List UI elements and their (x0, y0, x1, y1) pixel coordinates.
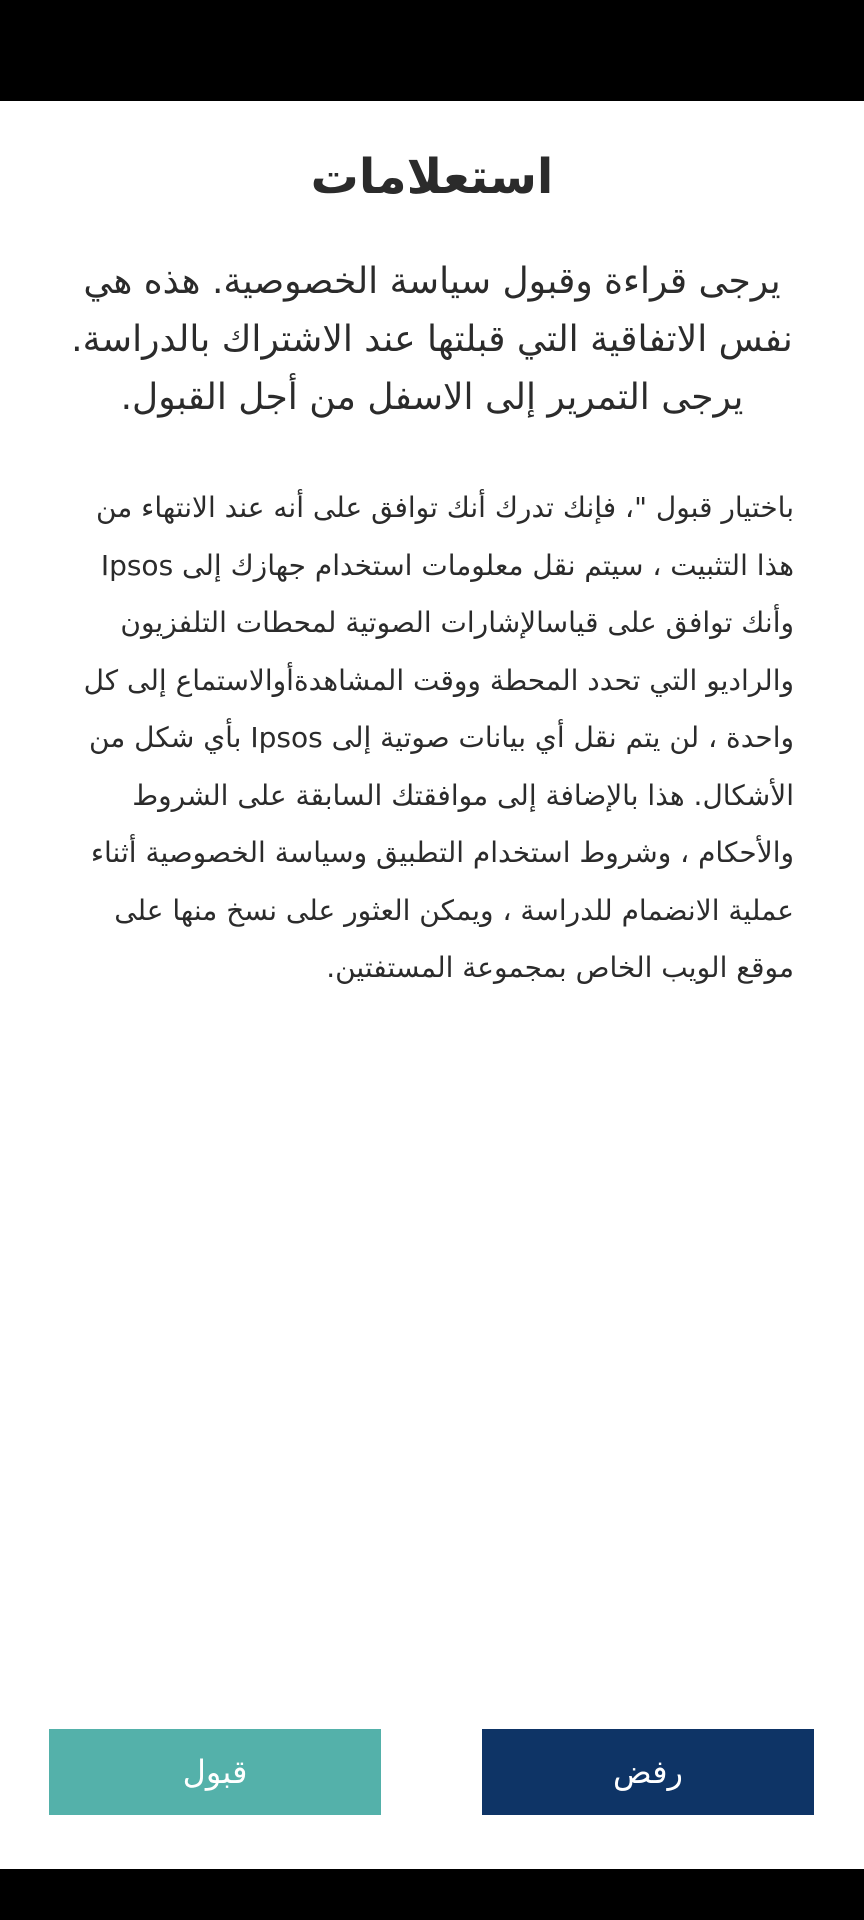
page-title: استعلامات (310, 149, 554, 205)
status-bar (0, 0, 864, 101)
intro-text: يرجى قراءة وقبول سياسة الخصوصية. هذه هي نفس الاتفاقية التي قبلتها عند الاشتراك بالدراسة. يرجى التمرير إلى الاسفل من أجل القبول. (71, 261, 793, 418)
reject-button[interactable] (482, 1729, 814, 1815)
consent-screen (0, 101, 864, 1869)
reject-button-label: رفض (613, 1753, 683, 1791)
accept-button[interactable] (49, 1729, 381, 1815)
accept-button-label: قبول (182, 1753, 248, 1791)
navigation-bar (0, 1869, 864, 1920)
privacy-body-text: باختيار قبول "، فإنك تدرك أنك توافق على أنه عند الانتهاء من هذا التثبيت ، سيتم نقل معلومات استخدام جهازك إلى Ipsos وأنك توافق على قياسالإشارات الصوتية لمحطات التلفزيون والراديو التي تحدد المحطة ووقت المشاهدةأوالاستماع إلى كل واحدة ، لن يتم نقل أي بيانات صوتية إلى Ipsos بأي شكل من الأشكال. هذا بالإضافة إلى موافقتك السابقة على الشروط والأحكام ، وشروط استخدام التطبيق وسياسة الخصوصية أثناء عملية الانضمام للدراسة ، ويمكن العثور على نسخ منها على موقع الويب الخاص بمجموعة المستفتين. (83, 491, 794, 984)
